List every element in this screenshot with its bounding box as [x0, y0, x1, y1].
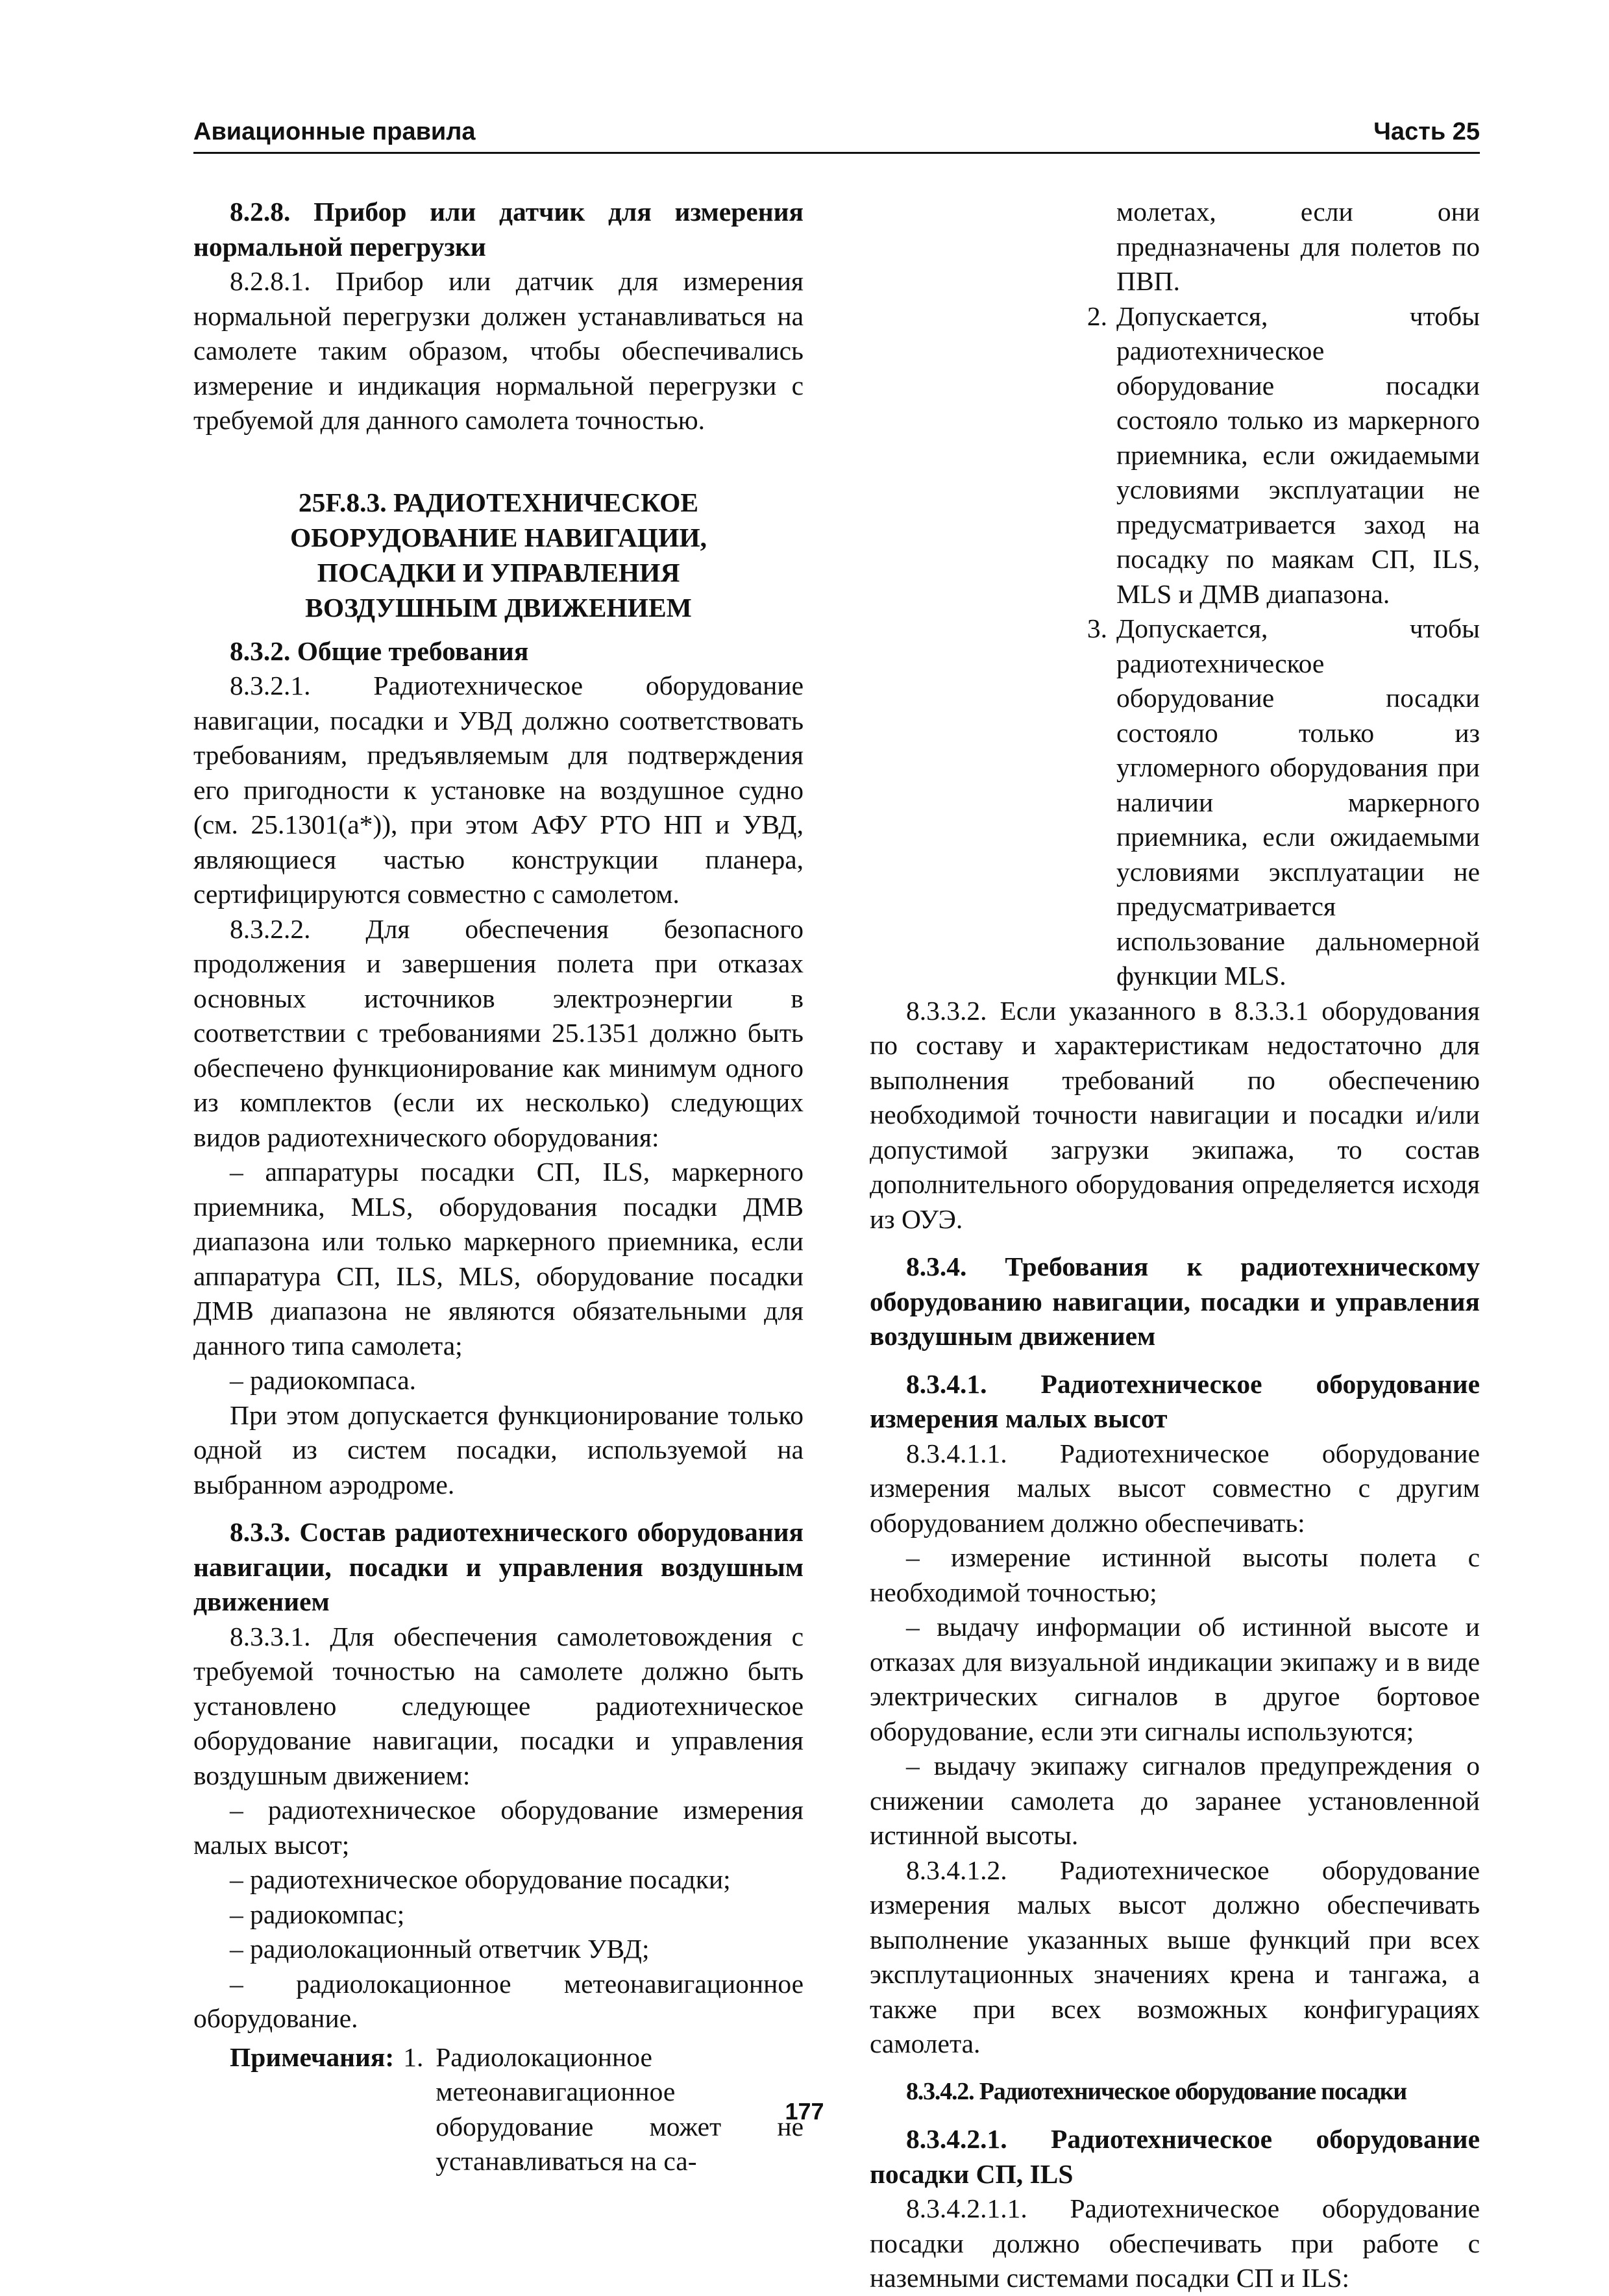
right-column	[870, 195, 1480, 2296]
paragraph-8-3-4-1-1: 8.3.4.1.1. Радиотехническое оборудование измерения малых высот совместно с другим оборудованием должно обеспечивать:	[870, 1438, 1480, 1538]
list-item: – радиокомпаса.	[230, 1365, 416, 1395]
heading-8-3-2: 8.3.2. Общие требования	[230, 636, 529, 666]
note-number: 2.	[1087, 301, 1107, 331]
paragraph-8-2-8-1: 8.2.8.1. Прибор или датчик для измерения нормальной перегрузки должен устанавливаться на самолете таким образом, чтобы обеспечивались измерение и индикация нормальной перегрузки с требуемой для данного самолета точностью.	[193, 266, 804, 435]
list-item: – радиокомпас;	[230, 1899, 405, 1929]
paragraph-8-3-4-1-2: 8.3.4.1.2. Радиотехническое оборудование измерения малых высот должно обеспечивать выполнение указанных выше функций при всех эксплутационных значениях крена и тангажа, а также при всех возможных конфигурациях самолета.	[870, 1855, 1480, 2058]
note-number: 3.	[1087, 613, 1107, 643]
list-item: – выдачу информации об истинной высоте и отказах для визуальной индикации экипажу и в виде электрических сигналов в другое бортовое оборудование, если эти сигналы используются;	[870, 1612, 1480, 1746]
header-title: Авиационные правила	[193, 118, 476, 145]
note-1-continuation	[870, 195, 1480, 299]
note-text: молетах, если они предназначены для полетов по ПВП.	[1116, 197, 1480, 296]
paragraph-8-3-2-2: 8.3.2.2. Для обеспечения безопасного продолжения и завершения полета при отказах основных источников электроэнергии в соответствии с требованиями 25.1351 должно быть обеспечено функционирование как минимум одного из комплектов (если их несколько) следующих видов радиотехнического оборудования:	[193, 913, 804, 1152]
list-item: – измерение истинной высоты полета с необходимой точностью;	[870, 1542, 1480, 1607]
paragraph-8-3-4-2-1-1: 8.3.4.2.1.1. Радиотехническое оборудование посадки должно обеспечивать при работе с наземными системами посадки СП и ILS:	[870, 2193, 1480, 2293]
list-item: – аппаратуры посадки СП, ILS, маркерного приемника, MLS, оборудования посадки ДМВ диапазона или только маркерного приемника, если аппаратура СП, ILS, MLS, оборудование посадки ДМВ диапазона не являются обязательными для данного типа самолета;	[193, 1157, 804, 1361]
heading-8-3-4-2: 8.3.4.2. Радиотехническое оборудование посадки	[906, 2077, 1407, 2105]
heading-8-3-3: 8.3.3. Состав радиотехнического оборудования навигации, посадки и управления воздушным движением	[193, 1517, 804, 1616]
section-title: 25F.8.3. РАДИОТЕХНИЧЕСКОЕ ОБОРУДОВАНИЕ НАВИГАЦИИ, ПОСАДКИ И УПРАВЛЕНИЯ ВОЗДУШНЫМ ДВИЖЕНИЕМ	[289, 487, 707, 623]
note-text: Радиолокационное метеонавигационное оборудование может не устанавливаться на са-	[436, 2042, 804, 2176]
list-item: – радиолокационное метеонавигационное оборудование.	[193, 1968, 804, 2033]
list-item: – радиотехническое оборудование посадки;	[230, 1864, 731, 1894]
page-number: 177	[785, 2098, 824, 2125]
paragraph-8-3-2-2-tail: При этом допускается функционирование только одной из систем посадки, используемой на выбранном аэродроме.	[193, 1400, 804, 1500]
heading-8-3-4-2-1: 8.3.4.2.1. Радиотехническое оборудование посадки СП, ILS	[870, 2124, 1480, 2189]
header-part: Часть 25	[1373, 118, 1480, 145]
note-text: Допускается, чтобы радиотехническое оборудование посадки состояло только из маркерного приемника, если ожидаемыми условиями эксплуатации не предусматривается заход на посадку по маякам СП, ILS, MLS и ДМВ диапазона.	[1116, 301, 1480, 609]
heading-8-3-4: 8.3.4. Требования к радиотехническому оборудованию навигации, посадки и управления воздушным движением	[870, 1252, 1480, 1351]
heading-8-3-4-1: 8.3.4.1. Радиотехническое оборудование измерения малых высот	[870, 1368, 1480, 1433]
list-item: – радиотехническое оборудование измерения малых высот;	[193, 1795, 804, 1860]
paragraph-8-3-3-2: 8.3.3.2. Если указанного в 8.3.3.1 оборудования по составу и характеристикам недостаточно для выполнения требований по обеспечению необходимой точности навигации и посадки и/или допустимой загрузки экипажа, то состав дополнительного оборудования определяется исходя из ОУЭ.	[870, 995, 1480, 1234]
note-2	[870, 299, 1480, 612]
paragraph-8-3-2-1: 8.3.2.1. Радиотехническое оборудование навигации, посадки и УВД должно соответствовать требованиям, предъявляемым для подтверждения его пригодности к установке на воздушное судно (см. 25.1301(a*)), при этом АФУ РТО НП и УВД, являющиеся частью конструкции планера, сертифицируются совместно с самолетом.	[193, 671, 804, 909]
list-item: – выдачу экипажу сигналов предупреждения о снижении самолета до заранее установленной истинной высоты.	[870, 1751, 1480, 1850]
notes-label: Примечания:	[230, 2042, 395, 2072]
heading-8-2-8: 8.2.8. Прибор или датчик для измерения нормальной перегрузки	[193, 197, 804, 262]
note-text: Допускается, чтобы радиотехническое оборудование посадки состояло только из угломерного оборудования при наличии маркерного приемника, если ожидаемыми условиями эксплуатации не предусматривается использование дальномерной функции MLS.	[1116, 613, 1480, 991]
paragraph-8-3-3-1: 8.3.3.1. Для обеспечения самолетовождения с требуемой точностью на самолете должно быть установлено следующее радиотехническое оборудование навигации, посадки и управления воздушным движением:	[193, 1621, 804, 1790]
note-number: 1.	[403, 2042, 424, 2072]
note-3	[870, 611, 1480, 994]
running-header	[193, 116, 1480, 154]
left-column	[193, 195, 804, 2179]
list-item: – радиолокационный ответчик УВД;	[230, 1934, 650, 1964]
